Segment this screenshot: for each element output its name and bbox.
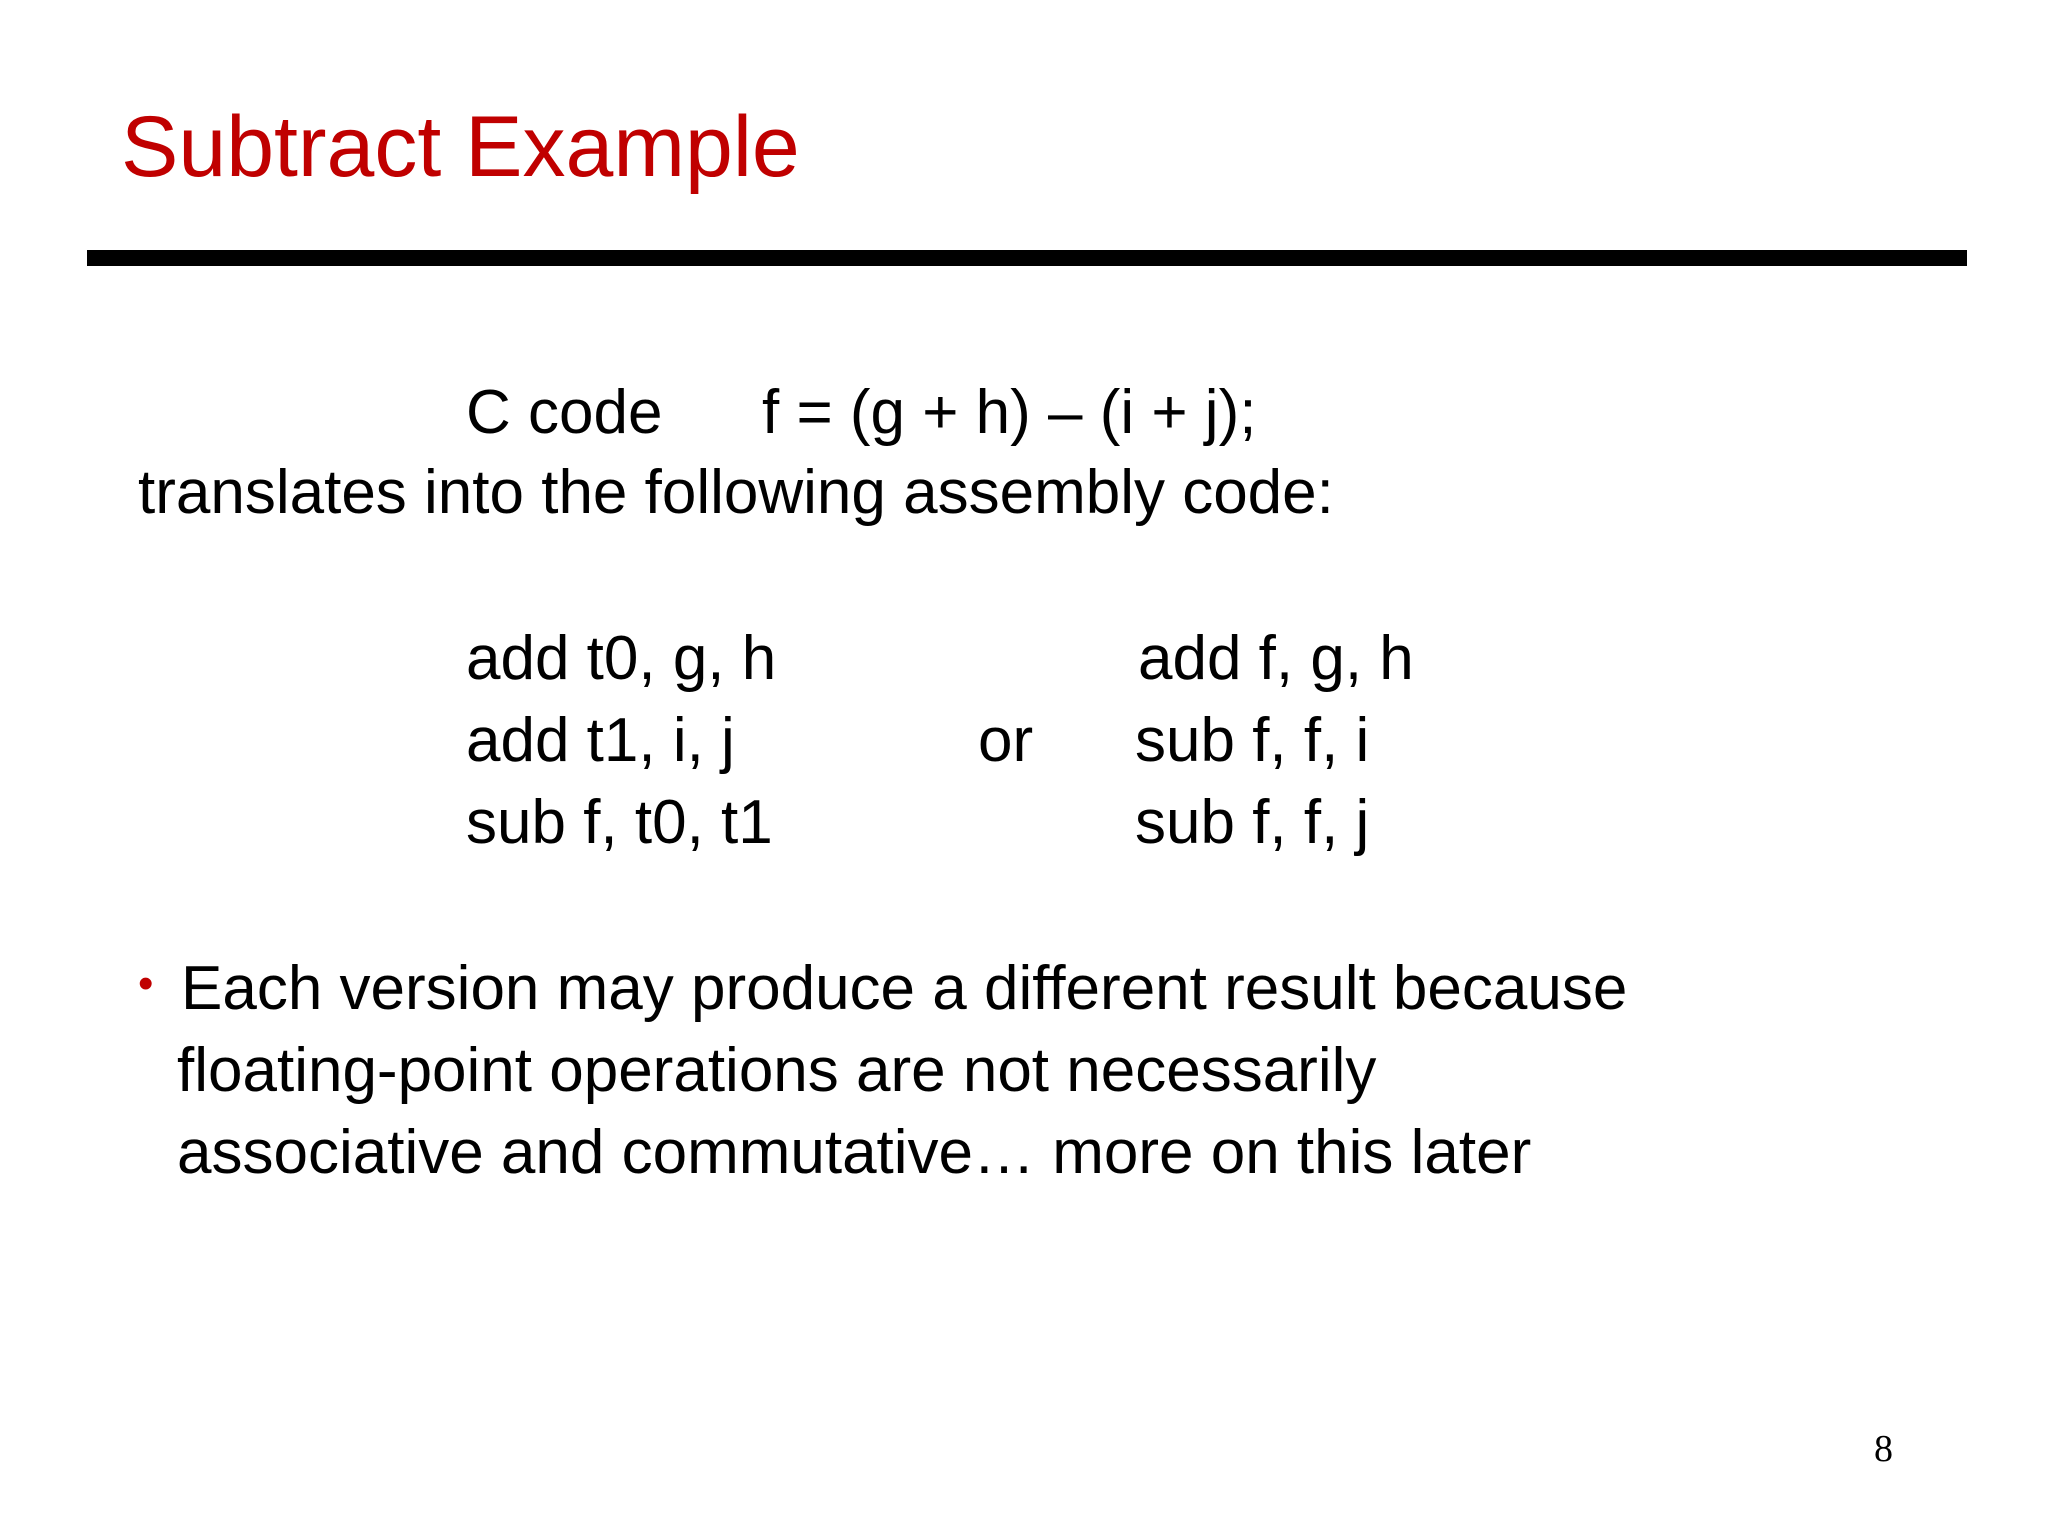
- assembly-right-line: sub f, f, j: [1135, 788, 1370, 857]
- assembly-right-line: add f, g, h: [1138, 624, 1414, 693]
- translates-text: translates into the following assembly code:: [138, 458, 1334, 527]
- assembly-left-line: add t1, i, j: [466, 706, 735, 775]
- c-code-label: C code: [466, 378, 663, 447]
- title-divider: [87, 250, 1967, 266]
- bullet-text-line: Each version may produce a different result because: [181, 954, 1628, 1023]
- assembly-left-line: add t0, g, h: [466, 624, 777, 693]
- bullet-text-line: associative and commutative… more on this later: [177, 1118, 1532, 1187]
- page-number: 8: [1874, 1428, 1893, 1470]
- bullet-icon: •: [138, 959, 154, 1008]
- c-code-expression: f = (g + h) – (i + j);: [762, 378, 1257, 447]
- slide-title: Subtract Example: [121, 99, 800, 195]
- bullet-text-line: floating-point operations are not necessarily: [177, 1036, 1377, 1105]
- assembly-left-line: sub f, t0, t1: [466, 788, 773, 857]
- assembly-right-line: sub f, f, i: [1135, 706, 1370, 775]
- or-label: or: [978, 706, 1034, 775]
